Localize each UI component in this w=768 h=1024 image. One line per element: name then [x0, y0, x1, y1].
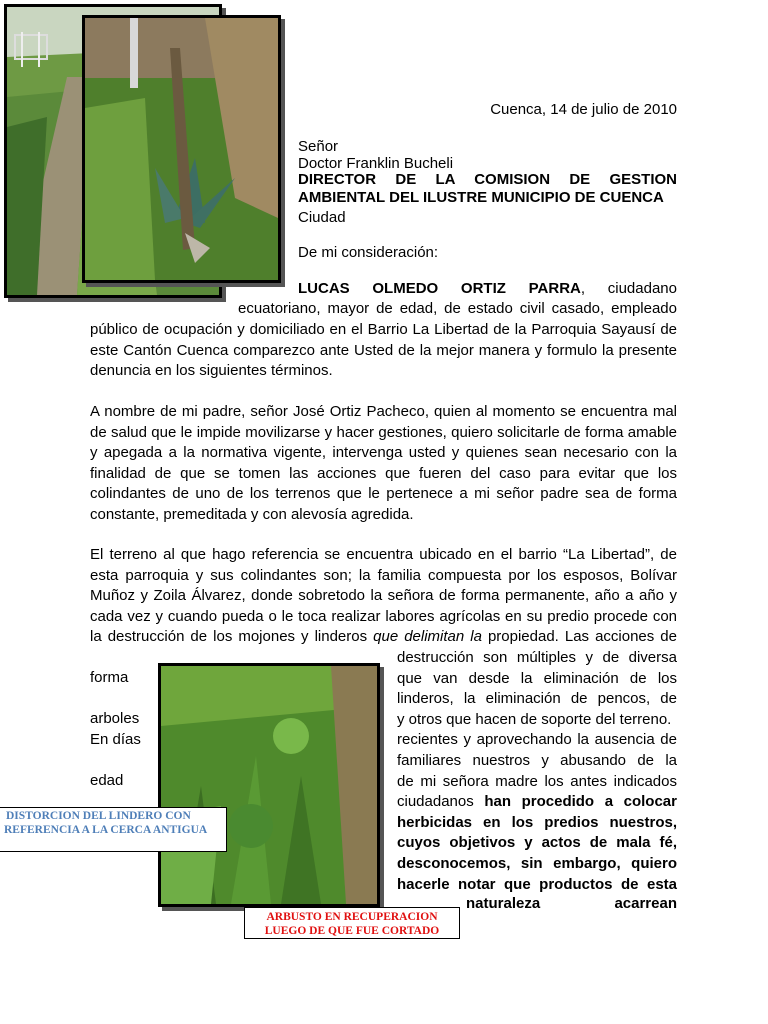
right-column: [397, 648, 677, 895]
paragraph-1-line1: LUCAS OLMEDO ORTIZ PARRA, ciudadano: [298, 280, 677, 297]
right-column-bold-line: desconocemos, sin embargo, quiero: [397, 854, 677, 872]
paragraph-2-line: colindantes de uno de los terrenos que le pertenece a mi señor padre sea de forma: [90, 485, 677, 503]
caption-arbusto-line2: LUEGO DE QUE FUE CORTADO: [264, 925, 440, 937]
right-column-line: linderos, la eliminación de pencos, de: [397, 690, 677, 708]
paragraph-2-line: y apegada a la normativa vigente, intervenga usted y quienes sean necesario con la: [90, 444, 677, 462]
paragraph-1-line5: denuncia en los siguientes términos.: [90, 362, 333, 380]
paragraph-3-line: El terreno al que hago referencia se encuentra ubicado en el barrio “La Libertad”, de: [90, 546, 677, 563]
right-column-bold-line: cuyos objetivos y actos de mala fé,: [397, 834, 677, 852]
caption-lindero-line1: DISTORCION DEL LINDERO CON: [6, 810, 191, 822]
right-column-mixed-line: ciudadanos han procedido a colocar: [397, 793, 677, 811]
paragraph-2-line: constante, premeditada y con alevosía agredida.: [90, 505, 414, 523]
paragraph-2-line: A nombre de mi padre, señor José Ortiz Pacheco, quien al momento se encuentra mal: [90, 403, 677, 420]
right-column-line: familiares nuestros y abusando de la: [397, 751, 677, 769]
right-column-line: recientes y aprovechando la ausencia de: [397, 731, 677, 749]
fragment-arboles: arboles: [90, 710, 140, 727]
addressee-title-line1: DIRECTOR DE LA COMISION DE GESTION: [298, 171, 677, 188]
fragment-edad: edad: [90, 772, 124, 789]
photo-shrub: [158, 663, 380, 907]
caption-lindero: [0, 807, 227, 852]
paragraph-2-line: de salud que le impide movilizarse y hacer gestiones, quiero solicitarle de forma amable: [90, 423, 677, 441]
caption-arbusto: [244, 907, 460, 939]
paragraph-3-line: cada vez y cuando pueda o le toca realizar labores agrícolas en su predio procede con: [90, 607, 677, 625]
complainant-name: LUCAS OLMEDO ORTIZ PARRA: [298, 280, 581, 297]
right-column-line: destrucción son múltiples y de diversa: [397, 649, 677, 666]
caption-lindero-line2: REFERENCIA A LA CERCA ANTIGUA: [4, 824, 208, 836]
paragraph-3-line: esta parroquia y sus colindantes son; la familia compuesta por los esposos, Bolívar: [90, 566, 677, 584]
salutation: Señor: [298, 138, 339, 155]
right-column-bold-line: herbicidas en los predios nuestros,: [397, 813, 677, 831]
fragment-en-dias: En días: [90, 731, 141, 748]
right-column-line: de mi señora madre los antes indicados: [397, 772, 677, 790]
paragraph-3: [90, 545, 677, 648]
paragraph-1-line2-box: [238, 299, 677, 320]
city: Ciudad: [298, 209, 346, 226]
addressee-name: Doctor Franklin Bucheli: [298, 155, 454, 172]
photo-agave: [82, 15, 281, 283]
paragraph-3-line: Muñoz y Zoila Álvarez, donde sobretodo la señora de forma permanente, año a año y: [90, 587, 677, 605]
paragraph-2-line: finalidad de que se tomen las acciones que fueren del caso para evitar que los: [90, 464, 677, 482]
right-column-word-naturaleza: naturaleza: [466, 895, 541, 912]
right-column-line: que van desde la eliminación de los: [397, 669, 677, 687]
paragraph-1-line2: ecuatoriano, mayor de edad, de estado civil casado, empleado: [238, 300, 677, 317]
right-column-bold-line: hacerle notar que productos de esta: [397, 875, 677, 893]
right-column-word-acarrean: acarrean: [614, 895, 677, 912]
paragraph-3-line5: la destrucción de los mojones y linderos que delimitan la propiedad. Las acciones de: [90, 628, 677, 646]
paragraph-2: [90, 402, 677, 526]
paragraph-1-body: [90, 320, 677, 382]
addressee-title-line2: AMBIENTAL DEL ILUSTRE MUNICIPIO DE CUENCA: [298, 189, 664, 206]
paragraph-1-head: [298, 279, 677, 300]
date-line: Cuenca, 14 de julio de 2010: [490, 101, 677, 118]
right-column-line: y otros que hacen de soporte del terreno.: [397, 710, 672, 728]
paragraph-1-line3: público de ocupación y domiciliado en el Barrio La Libertad de la Parroquia Sayausí de: [90, 321, 677, 338]
addressee-title: [298, 171, 677, 207]
greeting: De mi consideración:: [298, 244, 439, 261]
caption-arbusto-line1: ARBUSTO EN RECUPERACION: [266, 911, 438, 923]
paragraph-1-line4: este Cantón Cuenca comparezco ante Usted de la mejor manera y formulo la presente: [90, 341, 677, 359]
fragment-forma: forma: [90, 669, 129, 686]
